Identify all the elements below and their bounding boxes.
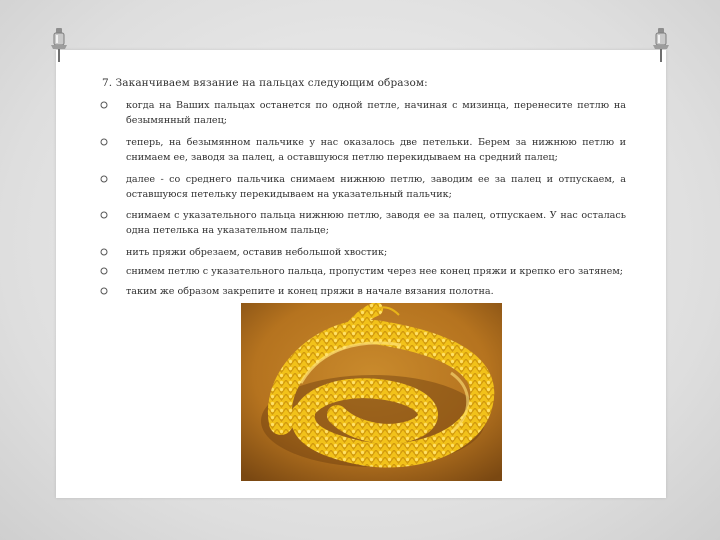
list-item-text: снимаем с указательного пальца нижнюю петлю, заводя ее за палец, отпускаем. У нас осталась одна петелька на указательном пальце; — [126, 210, 626, 236]
list-item — [100, 135, 626, 165]
list-item — [100, 284, 626, 299]
circle-outline-icon — [100, 175, 108, 183]
list-item — [100, 245, 626, 260]
list-item-text: таким же образом закрепите и конец пряжи в начале вязания полотна. — [126, 286, 494, 297]
circle-outline-icon — [100, 138, 108, 146]
circle-outline-icon — [100, 211, 108, 219]
circle-outline-icon — [100, 267, 108, 275]
list-item-text: далее - со среднего пальчика снимаем нижнюю петлю, заводим ее за палец и отпускаем, а оставшуюся петельку перекидываем на указательный пальчик; — [126, 174, 626, 200]
circle-outline-icon — [100, 101, 108, 109]
list-item — [100, 98, 626, 128]
circle-outline-icon — [100, 248, 108, 256]
list-item — [100, 172, 626, 202]
knitted-cord-photo — [241, 303, 502, 481]
list-item-text: снимем петлю с указательного пальца, пропустим через нее конец пряжи и крепко его затянем; — [126, 266, 624, 277]
list-item — [100, 208, 626, 238]
slide-title: 7. Заканчиваем вязание на пальцах следующим образом: — [102, 77, 428, 89]
push-pin-icon — [48, 28, 70, 64]
circle-outline-icon — [100, 287, 108, 295]
list-item-text: нить пряжи обрезаем, оставив небольшой хвостик; — [126, 247, 388, 258]
list-item-text: когда на Ваших пальцах останется по одной петле, начиная с мизинца, перенесите петлю на безымянный палец; — [126, 100, 626, 126]
list-item — [100, 264, 626, 279]
push-pin-icon — [650, 28, 672, 64]
list-item-text: теперь, на безымянном пальчике у нас оказалось две петельки. Берем за нижнюю петлю и снимаем ее, заводя за палец, а оставшуюся петлю перекидываем на средний палец; — [126, 137, 626, 163]
